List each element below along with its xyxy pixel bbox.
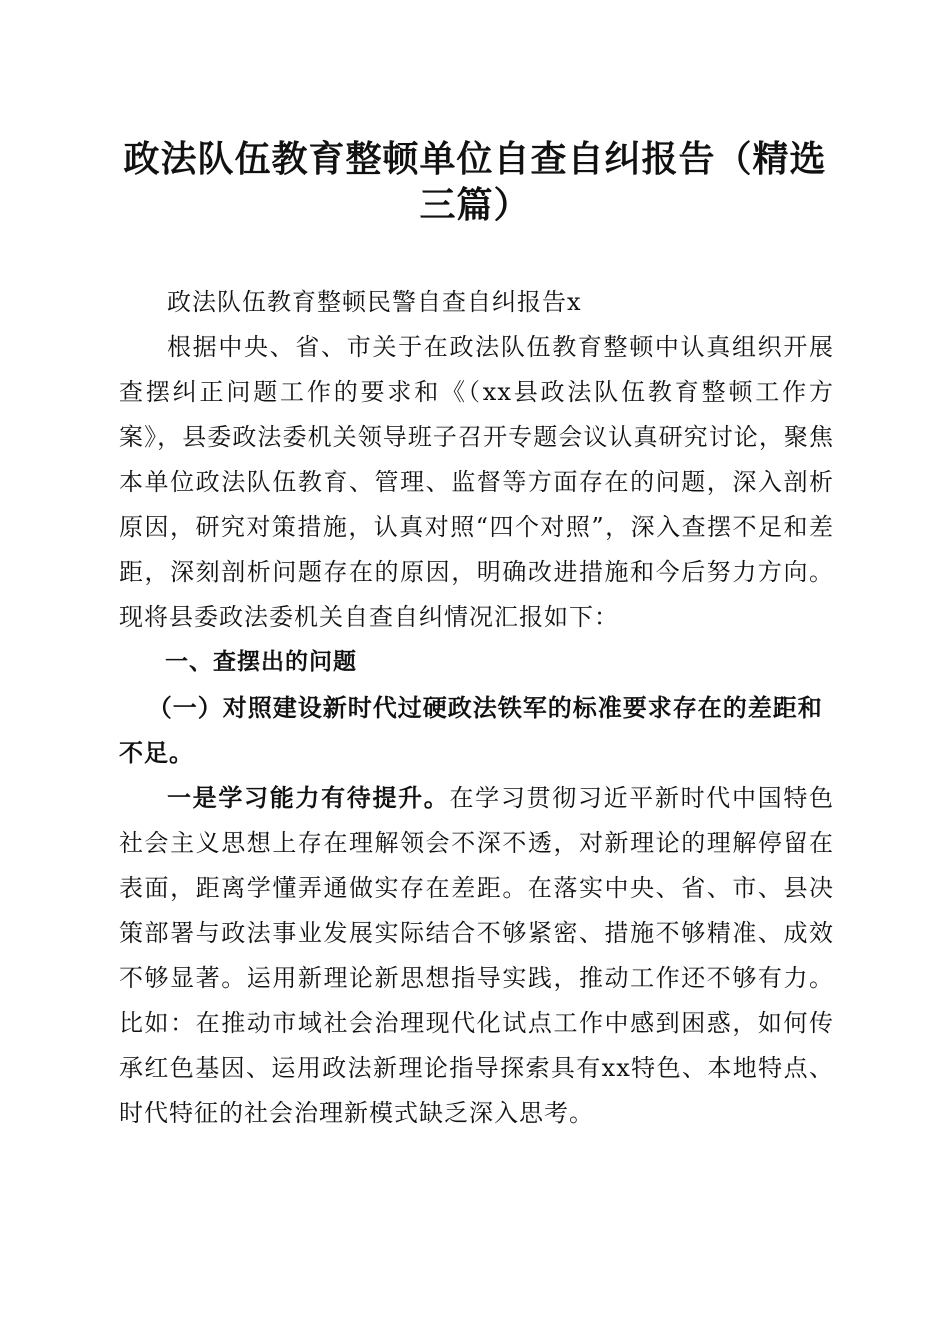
- section-heading: 一、查摆出的问题: [165, 649, 357, 675]
- point-paragraph: [119, 775, 834, 1136]
- document-body: [119, 280, 834, 1136]
- intro-paragraph: 根据中央、省、市关于在政法队伍教育整顿中认真组织开展查摆纠正问题工作的要求和《（xx县政法队伍教育整顿工作方案》，县委政法委机关领导班子召开专题会议认真研究讨论，聚焦本单位政法队伍教育、管理、监督等方面存在的问题，深入剖析原因，研究对策措施，认真对照“四个对照”，深入查摆不足和差距，深刻剖析问题存在的原因，明确改进措施和今后努力方向。现将县委政法委机关自查自纠情况汇报如下：: [119, 333, 834, 631]
- report-subtitle: 政法队伍教育整顿民警自查自纠报告x: [167, 288, 582, 316]
- document-title: 政法队伍教育整顿单位自查自纠报告（精选三篇）: [123, 138, 827, 226]
- point-body: 在学习贯彻习近平新时代中国特色社会主义思想上存在理解领会不深不透，对新理论的理解停留在表面，距离学懂弄通做实存在差距。在落实中央、省、市、县决策部署与政法事业发展实际结合不够紧密、措施不够精准、成效不够显著。运用新理论新思想指导实践，推动工作还不够有力。比如：在推动市域社会治理现代化试点工作中感到困惑，如何传承红色基因、运用政法新理论指导探索具有xx特色、本地特点、时代特征的社会治理新模式缺乏深入思考。: [119, 784, 835, 1127]
- subsection-heading: （一）对照建设新时代过硬政法铁军的标准要求存在的差距和不足。: [119, 693, 823, 767]
- point-lead: 一是学习能力有待提升。: [167, 783, 450, 812]
